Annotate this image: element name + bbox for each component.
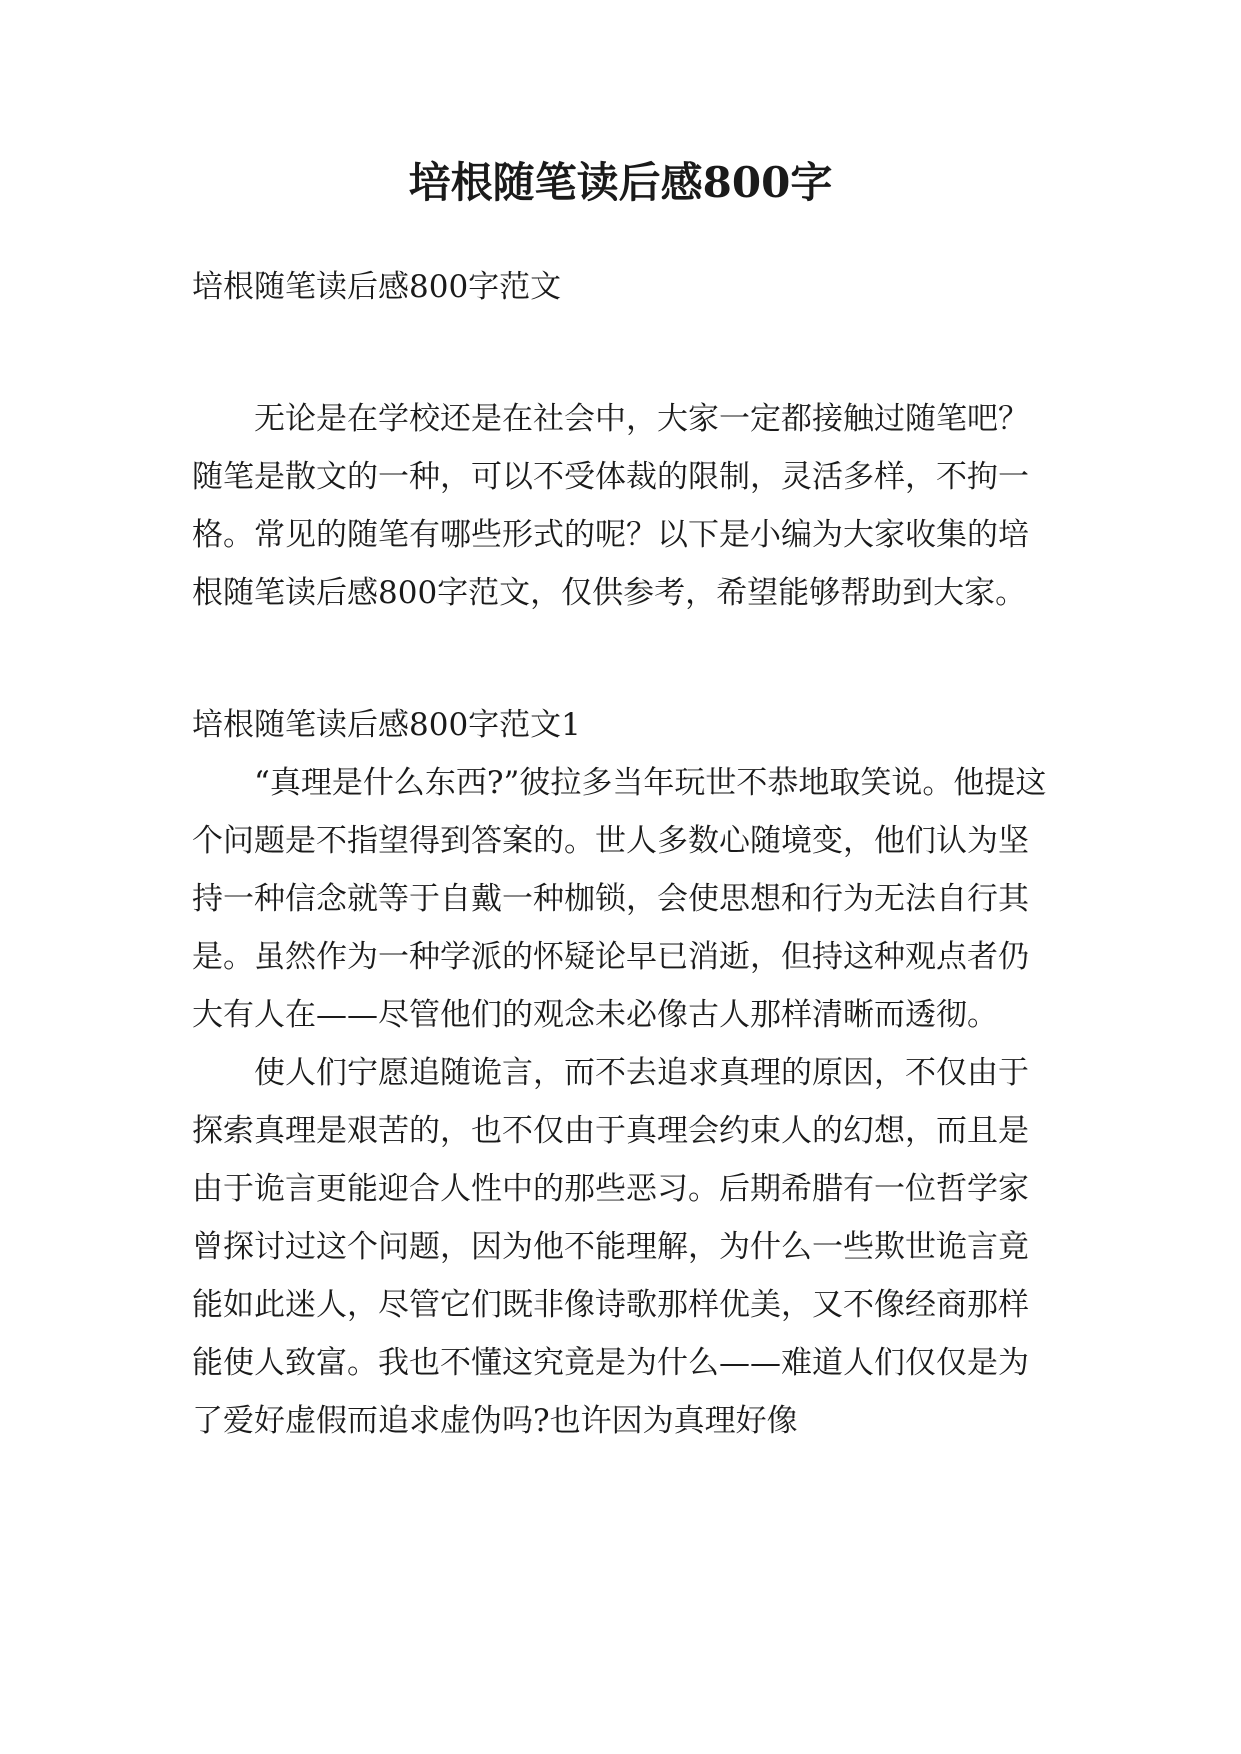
section-heading: 培根随笔读后感800字范文1 (192, 707, 581, 743)
spacer (192, 316, 1058, 390)
document-body (192, 258, 1058, 1450)
body-paragraph: 使人们宁愿追随诡言，而不去追求真理的原因，不仅由于探索真理是艰苦的，也不仅由于真理会约束人的幻想，而且是由于诡言更能迎合人性中的那些恶习。后期希腊有一位哲学家曾探讨过这个问题，因为他不能理解，为什么一些欺世诡言竟能如此迷人，尽管它们既非像诗歌那样优美，又不像经商那样能使人致富。我也不懂这究竟是为什么——难道人们仅仅是为了爱好虚假而追求虚伪吗?也许因为真理好像 (192, 1055, 1029, 1439)
spacer (192, 622, 1058, 696)
intro-paragraph: 无论是在学校还是在社会中，大家一定都接触过随笔吧？随笔是散文的一种，可以不受体裁的限制，灵活多样，不拘一格。常见的随笔有哪些形式的呢？以下是小编为大家收集的培根随笔读后感800字范文，仅供参考，希望能够帮助到大家。 (192, 401, 1029, 611)
document-subtitle: 培根随笔读后感800字范文 (192, 269, 562, 305)
document-title: 培根随笔读后感800字 (408, 158, 833, 207)
body-paragraph: “真理是什么东西?”彼拉多当年玩世不恭地取笑说。他提这个问题是不指望得到答案的。世人多数心随境变，他们认为坚持一种信念就等于自戴一种枷锁，会使思想和行为无法自行其是。虽然作为一种学派的怀疑论早已消逝，但持这种观点者仍大有人在——尽管他们的观念未必像古人那样清晰而透彻。 (192, 765, 1047, 1033)
